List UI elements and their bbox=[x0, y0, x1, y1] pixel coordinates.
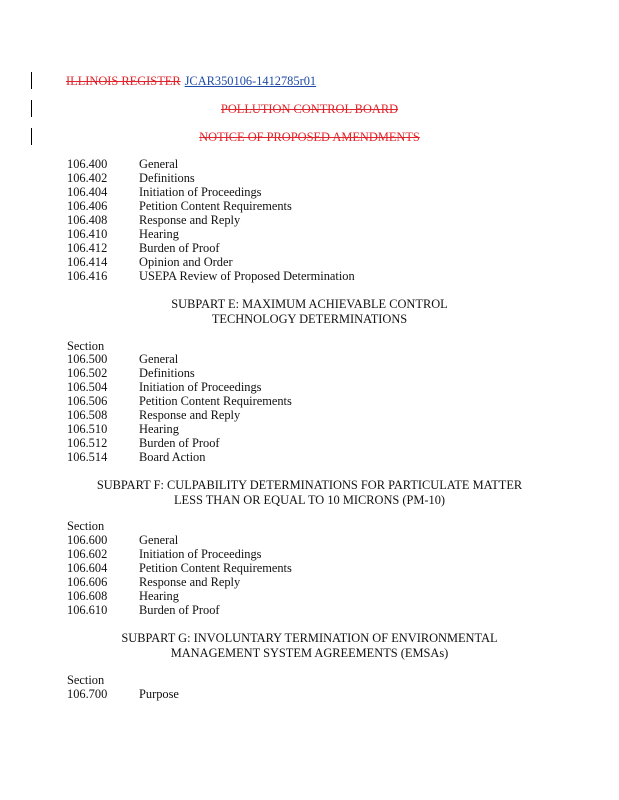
section-number: 106.506 bbox=[67, 394, 108, 408]
board-name: POLLUTION CONTROL BOARD bbox=[220, 102, 399, 116]
subpart-heading-line: TECHNOLOGY DETERMINATIONS bbox=[211, 312, 408, 326]
subpart-g-heading bbox=[0, 631, 619, 661]
section-title: General bbox=[139, 533, 179, 547]
section-title: Burden of Proof bbox=[139, 241, 220, 255]
section-title: Definitions bbox=[139, 366, 195, 380]
section-number: 106.504 bbox=[67, 380, 108, 394]
section-title: Petition Content Requirements bbox=[139, 199, 292, 213]
notice-header bbox=[0, 130, 619, 145]
list-item bbox=[67, 394, 292, 408]
section-number: 106.406 bbox=[67, 199, 108, 213]
list-item bbox=[67, 603, 220, 617]
section-title: Burden of Proof bbox=[139, 603, 220, 617]
list-item bbox=[67, 547, 262, 561]
list-item bbox=[67, 408, 240, 422]
list-item bbox=[67, 561, 292, 575]
change-bar bbox=[31, 72, 32, 89]
list-item bbox=[67, 575, 240, 589]
subpart-heading-line: SUBPART G: INVOLUNTARY TERMINATION OF ENVIRONMENTAL bbox=[121, 631, 498, 645]
subpart-f-heading bbox=[0, 478, 619, 508]
section-number: 106.608 bbox=[67, 589, 108, 603]
list-item bbox=[67, 436, 220, 450]
section-number: 106.416 bbox=[67, 269, 108, 283]
section-label: Section bbox=[67, 339, 105, 353]
list-item bbox=[67, 366, 195, 380]
list-item bbox=[67, 352, 178, 366]
section-title: Hearing bbox=[139, 227, 179, 241]
section-number: 106.610 bbox=[67, 603, 108, 617]
section-number: 106.514 bbox=[67, 450, 108, 464]
subpart-heading-line: LESS THAN OR EQUAL TO 10 MICRONS (PM-10) bbox=[173, 493, 446, 507]
section-title: Opinion and Order bbox=[139, 255, 233, 269]
section-number: 106.414 bbox=[67, 255, 108, 269]
section-title: Response and Reply bbox=[139, 213, 241, 227]
section-title: Response and Reply bbox=[139, 575, 241, 589]
section-title: Hearing bbox=[139, 589, 179, 603]
register-inserted-text: JCAR350106-1412785r01 bbox=[184, 74, 317, 88]
list-item bbox=[67, 687, 179, 701]
notice-title: NOTICE OF PROPOSED AMENDMENTS bbox=[199, 130, 420, 144]
list-item bbox=[67, 422, 179, 436]
list-item bbox=[67, 533, 178, 547]
section-title: General bbox=[139, 352, 179, 366]
register-header bbox=[66, 74, 316, 89]
section-number: 106.602 bbox=[67, 547, 108, 561]
section-number: 106.500 bbox=[67, 352, 108, 366]
list-item bbox=[67, 255, 233, 269]
subpart-heading-line: SUBPART F: CULPABILITY DETERMINATIONS FOR PARTICULATE MATTER bbox=[96, 478, 523, 492]
section-number: 106.402 bbox=[67, 171, 108, 185]
section-number: 106.600 bbox=[67, 533, 108, 547]
subpart-heading-line: SUBPART E: MAXIMUM ACHIEVABLE CONTROL bbox=[171, 297, 448, 311]
subpart-e-heading bbox=[0, 297, 619, 327]
section-title: Initiation of Proceedings bbox=[139, 380, 262, 394]
register-deleted-text: ILLINOIS REGISTER bbox=[66, 74, 181, 88]
section-number: 106.604 bbox=[67, 561, 108, 575]
list-item bbox=[67, 157, 178, 171]
section-number: 106.700 bbox=[67, 687, 108, 701]
section-number: 106.512 bbox=[67, 436, 108, 450]
list-item bbox=[67, 589, 179, 603]
section-title: Initiation of Proceedings bbox=[139, 185, 262, 199]
section-number: 106.508 bbox=[67, 408, 108, 422]
list-item bbox=[67, 171, 195, 185]
section-title: Response and Reply bbox=[139, 408, 241, 422]
list-item bbox=[67, 185, 262, 199]
section-title: Hearing bbox=[139, 422, 179, 436]
section-number: 106.408 bbox=[67, 213, 108, 227]
section-title: General bbox=[139, 157, 179, 171]
section-title: Board Action bbox=[139, 450, 206, 464]
list-item bbox=[67, 380, 262, 394]
section-number: 106.400 bbox=[67, 157, 108, 171]
section-title: Purpose bbox=[139, 687, 179, 701]
section-number: 106.412 bbox=[67, 241, 108, 255]
section-number: 106.502 bbox=[67, 366, 108, 380]
list-item bbox=[67, 269, 355, 283]
section-label: Section bbox=[67, 519, 105, 533]
section-number: 106.410 bbox=[67, 227, 108, 241]
section-title: Initiation of Proceedings bbox=[139, 547, 262, 561]
list-item bbox=[67, 213, 240, 227]
list-item bbox=[67, 199, 292, 213]
section-number: 106.510 bbox=[67, 422, 108, 436]
section-title: Petition Content Requirements bbox=[139, 561, 292, 575]
section-title: USEPA Review of Proposed Determination bbox=[139, 269, 355, 283]
list-item bbox=[67, 241, 220, 255]
section-number: 106.606 bbox=[67, 575, 108, 589]
board-header bbox=[0, 102, 619, 117]
section-title: Burden of Proof bbox=[139, 436, 220, 450]
section-number: 106.404 bbox=[67, 185, 108, 199]
subpart-heading-line: MANAGEMENT SYSTEM AGREEMENTS (EMSAs) bbox=[170, 646, 449, 660]
section-label: Section bbox=[67, 673, 105, 687]
list-item bbox=[67, 227, 179, 241]
section-title: Petition Content Requirements bbox=[139, 394, 292, 408]
list-item bbox=[67, 450, 205, 464]
section-title: Definitions bbox=[139, 171, 195, 185]
